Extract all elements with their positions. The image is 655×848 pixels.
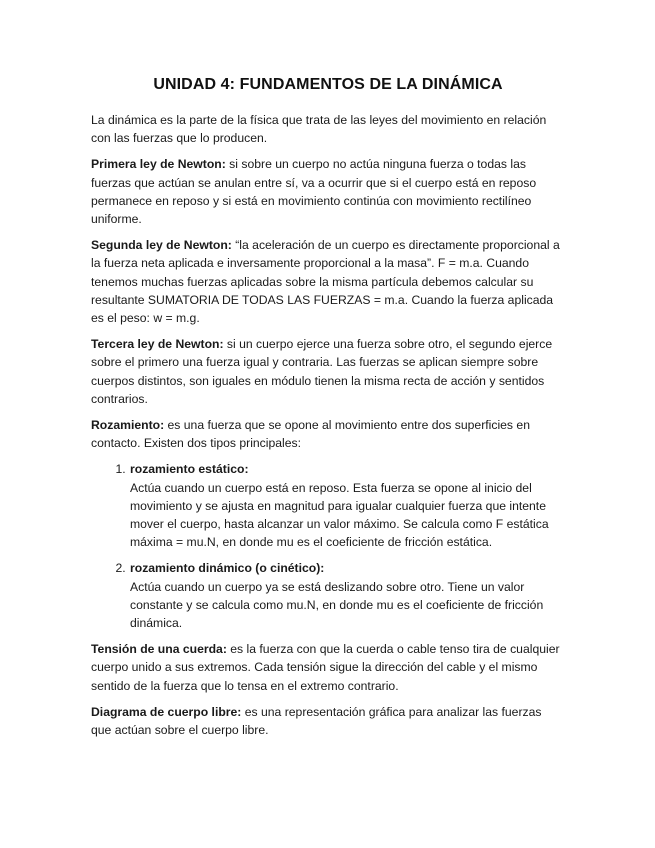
diagrama-paragraph [91,703,565,739]
rozamiento-heading: Rozamiento: [91,418,165,433]
segunda-ley-paragraph [91,236,565,327]
tension-text: es la fuerza con que la cuerda o cable tenso tira de cualquier cuerpo unido a sus extremos. Cada tensión sigue la dirección del cable y el mismo sentido de la fuerza que lo tensa en el extremo contrario. [91,642,560,693]
tercera-ley-text: si un cuerpo ejerce una fuerza sobre otro, el segundo ejerce sobre el primero una fuerza igual y contraria. Las fuerzas se aplican siempre sobre cuerpos distintos, son iguales en módulo tienen la misma recta de acción y sentidos contrarios. [91,337,553,406]
tercera-ley-heading: Tercera ley de Newton: [91,337,224,352]
page-title: UNIDAD 4: FUNDAMENTOS DE LA DINÁMICA [153,76,503,93]
friction-type-title: 1. rozamiento estático: [130,462,249,477]
tercera-ley-paragraph [91,335,565,408]
diagrama-heading: Diagrama de cuerpo libre: [91,704,242,719]
list-item [129,460,565,551]
tension-paragraph [91,640,565,695]
friction-type-text: Actúa cuando un cuerpo ya se está deslizando sobre otro. Tiene un valor constante y se calcula como mu.N, en donde mu es el coeficiente de fricción dinámica. [130,579,544,631]
segunda-ley-text: “la aceleración de un cuerpo es directamente proporcional a la fuerza neta aplicada e inversamente proporcional a la masa”. F = m.a. Cuando tenemos muchas fuerzas aplicadas sobre la misma partícula debemos calcular su resultante SUMATORIA DE TODAS LAS FUERZAS = m.a. Cuando la fuerza aplicada es el peso: w = m.g. [91,238,560,326]
friction-type-text: Actúa cuando un cuerpo está en reposo. Esta fuerza se opone al inicio del movimiento y se ajusta en magnitud para igualar cualquier fuerza que intente mover el cuerpo, hasta alcanzar un valor máximo. Se calcula como F estática máxima = mu.N, en donde mu es el coeficiente de fricción estática. [130,480,549,550]
primera-ley-heading: Primera ley de Newton: [91,157,226,172]
friction-type-title: 2. rozamiento dinámico (o cinético): [130,561,325,576]
intro-paragraph: La dinámica es la parte de la física que trata de las leyes del movimiento en relación con las fuerzas que lo producen. [91,113,547,146]
segunda-ley-heading: Segunda ley de Newton: [91,238,232,253]
friction-types-list [91,460,565,632]
tension-heading: Tensión de una cuerda: [91,642,227,657]
primera-ley-text: si sobre un cuerpo no actúa ninguna fuerza o todas las fuerzas que actúan se anulan entre sí, va a ocurrir que si el cuerpo está en reposo permanece en reposo y si está en movimiento continúa con movimiento rectilíneo uniforme. [91,157,537,227]
rozamiento-text: es una fuerza que se opone al movimiento entre dos superficies en contacto. Existen dos tipos principales: [91,418,530,451]
list-item [129,559,565,632]
diagrama-text: es una representación gráfica para analizar las fuerzas que actúan sobre el cuerpo libre. [91,704,542,738]
rozamiento-paragraph [91,416,565,452]
primera-ley-paragraph [91,155,565,228]
